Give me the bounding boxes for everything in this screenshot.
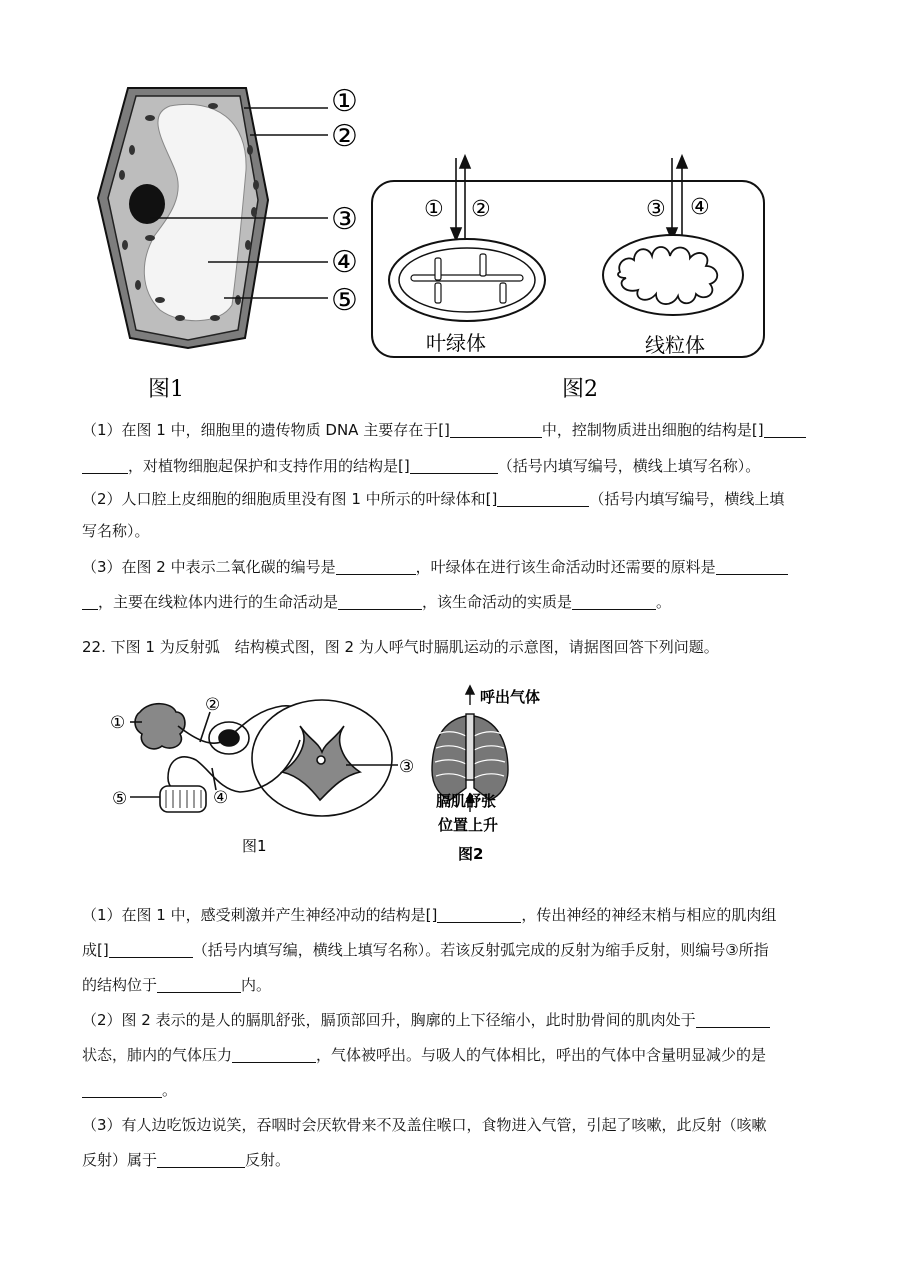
fig2-marker-4: ④ [690,195,710,220]
fig1-marker-3: ③ [331,202,358,237]
fig1-markers [331,84,358,318]
q22-line-7: （3）有人边吃饭边说笑，吞咽时会厌软骨来不及盖住喉口，食物进入气管，引起了咳嗽，此反射（咳嗽 [82,1116,767,1134]
reflex-marker-1: ① [110,713,126,733]
q21-line-6: ，主要在线粒体内进行的生命活动是 ，该生命活动的实质是 。 [82,592,832,612]
answer-blank[interactable] [157,1152,245,1168]
answer-blank[interactable] [109,942,193,958]
q22-figures [0,680,909,870]
plant-cell-diagram [98,88,328,348]
answer-blank[interactable] [82,458,128,474]
exhale-label: 呼出气体 [480,688,541,706]
q22-line-1: （1）在图 1 中，感受刺激并产生神经冲动的结构是[] ，传出神经的神经末梢与相应的肌肉组 [82,906,777,924]
reflex-marker-2: ② [205,695,221,715]
q22-line-5: 状态，肺内的气体压力 ，气体被呼出。与吸人的气体相比，呼出的气体中含量明显减少的是 [82,1046,767,1064]
answer-blank[interactable] [338,594,422,610]
reflex-arc-diagram [130,700,398,816]
reflex-marker-4: ④ [213,788,229,808]
answer-blank[interactable] [157,977,241,993]
q22-stem: 22. 下图 1 为反射弧 结构模式图，图 2 为人呼气时膈肌运动的示意图，请据图回答下列问题。 [82,638,719,656]
answer-blank[interactable] [450,422,542,438]
answer-blank[interactable] [336,559,416,575]
q21-line-1: （1）在图 1 中，细胞里的遗传物质 DNA 主要存在于[] 中，控制物质进出细胞的结构是[] [82,420,832,440]
answer-blank[interactable] [82,1082,162,1098]
ribcage-caption: 图2 [458,845,484,863]
q22-line-2: 成[] （括号内填写编，横线上填写名称）。若该反射弧完成的反射为缩手反射，则编号③所指 [82,941,769,959]
answer-blank[interactable] [497,491,589,507]
q21-line-3: （2）人口腔上皮细胞的细胞质里没有图 1 中所示的叶绿体和[] （括号内填写编号，横线上填 [82,490,785,508]
mitochondria-label: 线粒体 [645,333,705,357]
answer-blank[interactable] [437,907,521,923]
q22-line-3: 的结构位于 内。 [82,976,272,994]
answer-blank[interactable] [232,1047,316,1063]
fig2-marker-3: ③ [646,197,666,222]
answer-blank[interactable] [82,594,98,610]
fig2-marker-2: ② [471,197,491,222]
fig1-marker-2: ② [331,119,358,154]
chloroplast-label: 叶绿体 [426,331,486,355]
top-figures [0,0,909,410]
q22-line-8: 反射）属于 反射。 [82,1151,291,1169]
fig2-marker-1: ① [424,197,444,222]
diaphragm-label-1: 膈肌舒张 [436,792,497,810]
answer-blank[interactable] [410,458,498,474]
reflex-caption: 图1 [242,837,267,855]
answer-blank[interactable] [764,422,806,438]
q22-line-6: 。 [82,1080,832,1100]
q21-line-2: ，对植物细胞起保护和支持作用的结构是[] （括号内填写编号，横线上填写名称）。 [82,456,832,476]
q22-line-4: （2）图 2 表示的是人的膈肌舒张，膈顶部回升，胸廓的上下径缩小，此时肋骨间的肌肉处于 [82,1010,832,1030]
fig1-marker-1: ① [331,84,358,119]
answer-blank[interactable] [572,594,656,610]
reflex-marker-5: ⑤ [112,789,128,809]
answer-blank[interactable] [696,1012,770,1028]
diaphragm-label-2: 位置上升 [438,816,499,834]
q21-line-5: （3）在图 2 中表示二氧化碳的编号是 ，叶绿体在进行该生命活动时还需要的原料是 [82,557,832,577]
fig1-marker-5: ⑤ [331,283,358,318]
answer-blank[interactable] [716,559,788,575]
organelle-diagram [372,156,764,357]
fig1-caption: 图1 [148,377,184,402]
fig1-marker-4: ④ [331,245,358,280]
q21-line-4: 写名称）。 [82,522,150,540]
fig2-caption: 图2 [562,377,598,402]
reflex-marker-3: ③ [399,757,415,777]
